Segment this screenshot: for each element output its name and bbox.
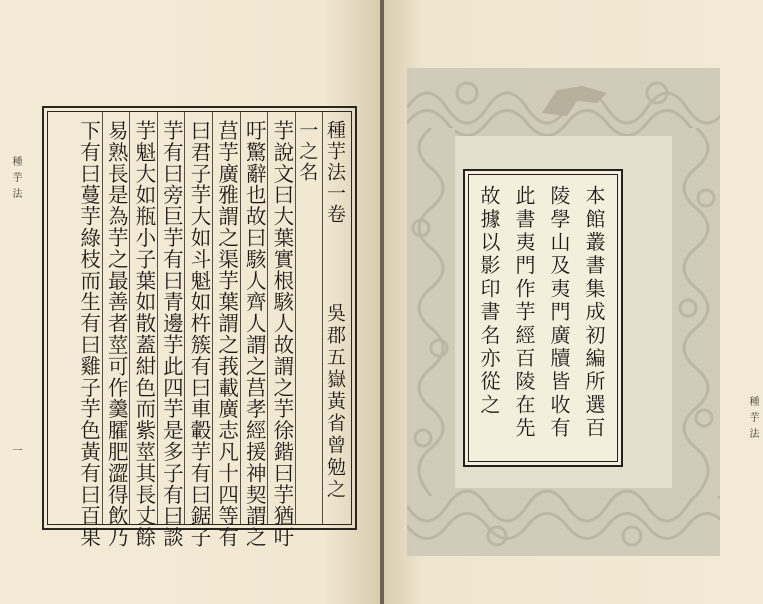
- body-column: 易熟長是為芋之最善者莖可作羹臛肥澀得飲乃: [104, 120, 129, 548]
- section-heading: 一之名: [296, 120, 319, 183]
- right-page: [384, 0, 763, 604]
- cloud-wave-pattern-right: [672, 128, 720, 496]
- colophon-column: 此書夷門作芋經百陵在先: [512, 185, 536, 441]
- colophon-column: 陵學山及夷門廣牘皆收有: [547, 185, 571, 441]
- body-column: 曰君子芋大如斗魁如杵簇有曰車轂芋有曰鋸子: [187, 120, 211, 548]
- body-column: 下有曰蔓芋綠枝而生有曰雞子芋色黃有曰百果: [76, 120, 101, 548]
- colophon-box: [463, 169, 623, 467]
- colophon-column: 故據以影印書名亦從之: [477, 185, 501, 417]
- body-column: 吁驚辭也故曰駭人齊人謂之莒孝經援神契謂之: [242, 120, 267, 548]
- left-page: [0, 0, 380, 604]
- body-column: 芋魁大如瓶小子葉如散蓋紺色而紫莖其長丈餘: [131, 120, 156, 548]
- body-column: 芋有曰旁巨芋有曰青邊芋此四芋是多子有曰談: [159, 120, 184, 548]
- body-column: 莒芋廣雅謂之渠芋葉謂之莪載廣志凡十四等有: [214, 120, 239, 548]
- margin-page-number: 一: [10, 445, 21, 455]
- cloud-wave-pattern-bottom: [407, 486, 720, 556]
- body-column: 芋說文曰大葉實根駭人故謂之芋徐鍇曰芋猶吁: [269, 120, 294, 548]
- margin-title: 種芋法: [10, 156, 21, 204]
- author-line: 吳郡五嶽黃省曾勉之: [324, 303, 346, 501]
- cloud-wave-pattern-left: [407, 128, 455, 496]
- right-margin-title: 種芋法: [747, 396, 758, 444]
- text-frame: [42, 106, 357, 548]
- colophon-column: 本館叢書集成初編所選百: [582, 185, 606, 441]
- book-heading: 種芋法一卷: [324, 120, 346, 225]
